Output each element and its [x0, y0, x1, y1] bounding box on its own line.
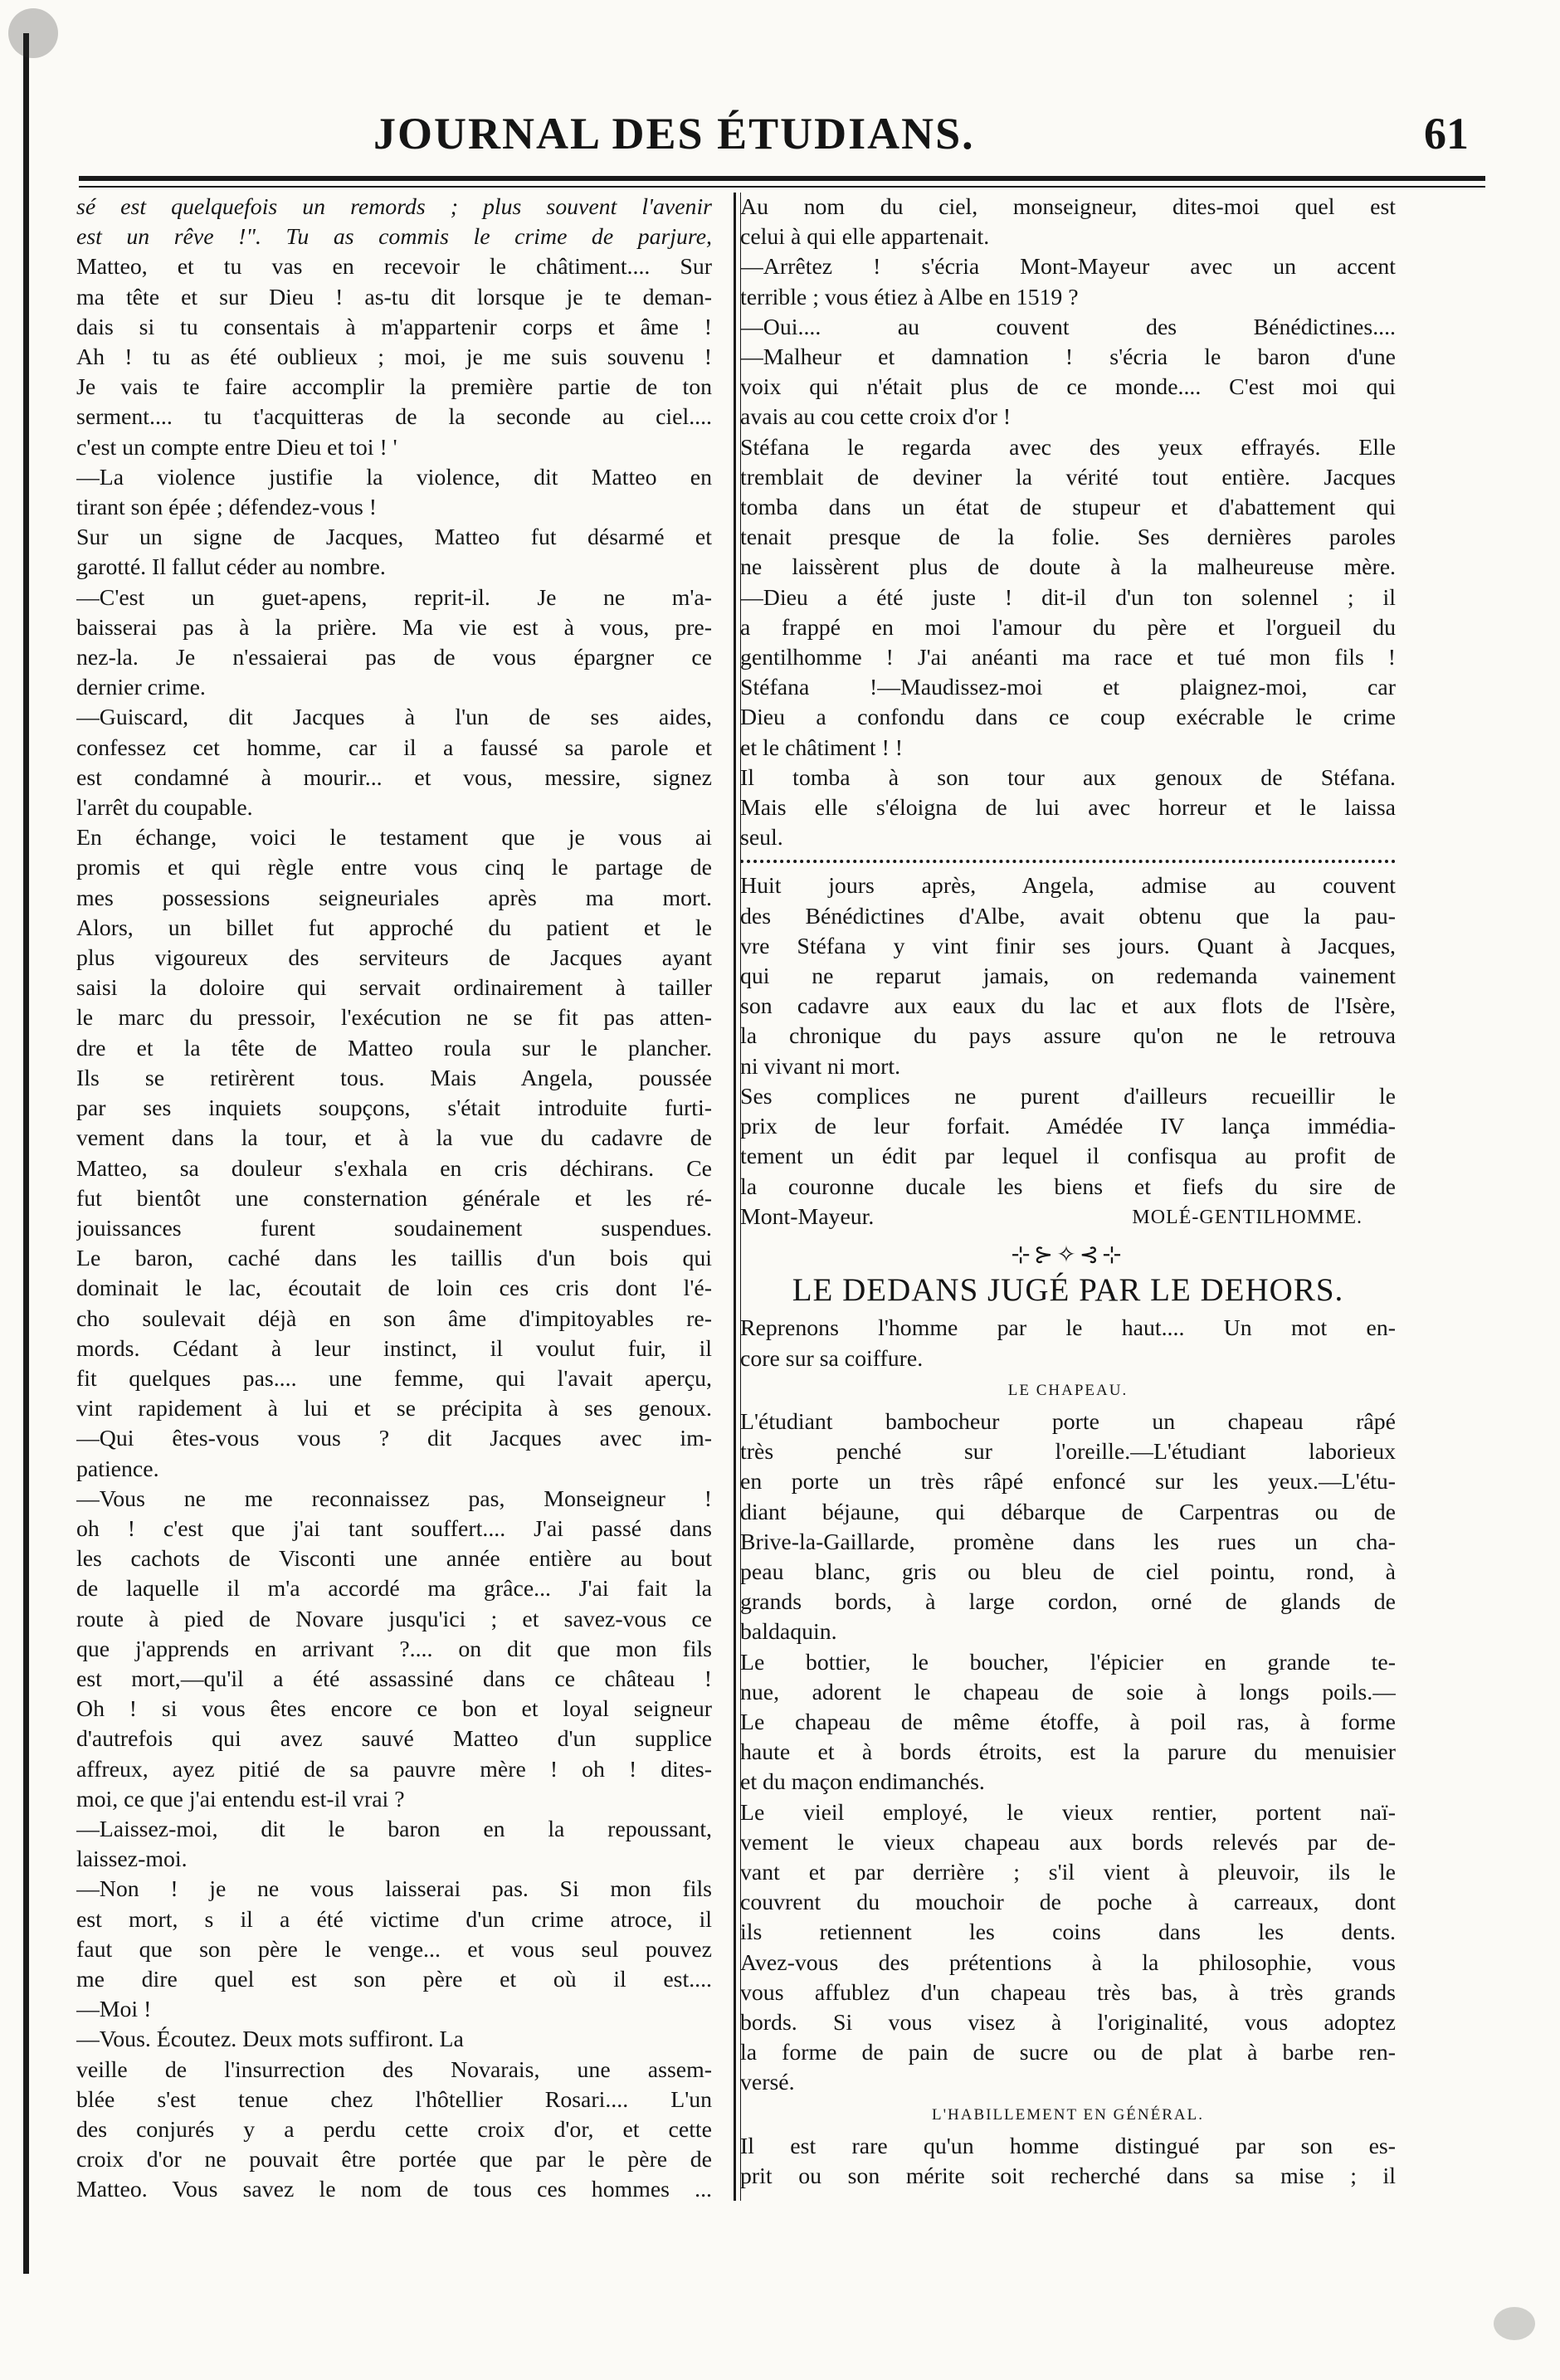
text-line: baisserai pas à la prière. Ma vie est à vous, pre-: [76, 614, 712, 641]
text-line: veille de l'insurrection des Novarais, une assem-: [76, 2056, 712, 2083]
text-line: et du maçon endimanchés.: [740, 1769, 985, 1796]
chapeau-text: [740, 1407, 1396, 2099]
text-line: —Vous ne me reconnaissez pas, Monseigneur !: [76, 1485, 712, 1512]
text-line: Reprenons l'homme par le haut.... Un mot en-: [740, 1315, 1396, 1342]
text-line: —Arrêtez ! s'écria Mont-Mayeur avec un accent: [740, 254, 1396, 280]
text-line: sé est quelquefois un remords ; plus souvent l'avenir: [76, 194, 712, 220]
text-line: c'est un compte entre Dieu et toi ! ': [76, 434, 397, 461]
text-line: Ah ! tu as été oublieux ; moi, je me suis souvenu !: [76, 344, 712, 371]
text-line: Il tomba à son tour aux genoux de Stéfana.: [740, 764, 1396, 791]
text-line: Il est rare qu'un homme distingué par son es-: [740, 2133, 1396, 2159]
habillement-text: [740, 2132, 1396, 2192]
text-line: —Malheur et damnation ! s'écria le baron d'une: [740, 344, 1396, 371]
text-line: les cachots de Visconti une année entière au bout: [76, 1546, 712, 1573]
text-line: est un rêve !". Tu as commis le crime de parjure,: [76, 224, 712, 251]
signature-place: Mont-Mayeur.: [740, 1203, 875, 1230]
text-line: haute et à bords étroits, est la parure du menuisier: [740, 1739, 1396, 1766]
text-line: Oh ! si vous êtes encore ce bon et loyal seigneur: [76, 1696, 712, 1723]
signature-line: [740, 1202, 1396, 1232]
text-line: vement le vieux chapeau aux bords relevés par de-: [740, 1829, 1396, 1856]
text-line: des Bénédictines d'Albe, avait obtenu que la pau-: [740, 903, 1396, 929]
text-line: tenait presque de la folie. Ses dernières paroles: [740, 524, 1396, 551]
text-line: Brive-la-Gaillarde, promène dans les rues un cha-: [740, 1529, 1396, 1555]
text-line: Stéfana !—Maudissez-moi et plaignez-moi, car: [740, 675, 1396, 701]
text-line: me dire quel est son père et où il est....: [76, 1966, 712, 1992]
text-line: est mort,—qu'il a été assassiné dans ce château !: [76, 1666, 712, 1692]
text-line: le marc du pressoir, l'exécution ne se fit pas atten-: [76, 1005, 712, 1031]
text-line: laissez-moi.: [76, 1846, 188, 1873]
text-line: affreux, ayez pitié de sa pauvre mère ! oh ! dites-: [76, 1756, 712, 1783]
text-line: Je vais te faire accomplir la première partie de ton: [76, 374, 712, 401]
text-line: dominait le lac, écoutait de loin ces cris dont l'é-: [76, 1275, 712, 1302]
text-line: core sur sa coiffure.: [740, 1345, 924, 1372]
ink-speckle: [8, 8, 58, 58]
text-line: Le chapeau de même étoffe, à poil ras, à forme: [740, 1709, 1396, 1735]
text-line: d'autrefois qui avez sauvé Matteo d'un supplice: [76, 1726, 712, 1753]
text-line: très penché sur l'oreille.—L'étudiant laborieux: [740, 1439, 1396, 1466]
text-line: baldaquin.: [740, 1619, 837, 1646]
ornament-divider: ⊹⊱✧⊰⊹: [1011, 1241, 1125, 1268]
text-line: vous affublez d'un chapeau très bas, à très grands: [740, 1979, 1396, 2006]
text-line: garotté. Il fallut céder au nombre.: [76, 554, 386, 581]
text-line: Alors, un billet fut approché du patient et le: [76, 914, 712, 941]
text-line: avais au cou cette croix d'or !: [740, 404, 1012, 431]
text-line: Matteo. Vous savez le nom de tous ces hommes ...: [76, 2177, 712, 2203]
text-line: peau blanc, gris ou bleu de ciel pointu, rond, à: [740, 1558, 1396, 1585]
text-line: blée s'est tenue chez l'hôtellier Rosari.... L'un: [76, 2086, 712, 2113]
text-line: Matteo, sa douleur s'exhala en cris déchirans. Ce: [76, 1155, 712, 1182]
text-line: tement un édit par lequel il confisqua au profit de: [740, 1144, 1396, 1170]
text-line: et le châtiment ! !: [740, 734, 904, 761]
text-line: croix d'or ne pouvait être portée que par le père de: [76, 2147, 712, 2173]
text-line: —Oui.... au couvent des Bénédictines....: [740, 314, 1396, 340]
subhead-chapeau: LE CHAPEAU.: [1007, 1381, 1129, 1399]
text-line: —Laissez-moi, dit le baron en la repoussant,: [76, 1816, 712, 1842]
text-line: serment.... tu t'acquitteras de la seconde au ciel....: [76, 404, 712, 431]
text-line: que j'apprends en arrivant ?.... on dit que mon fils: [76, 1636, 712, 1662]
right-column: [740, 193, 1396, 2192]
text-line: Ses complices ne purent d'ailleurs recueillir le: [740, 1083, 1396, 1110]
column-divider: [734, 193, 736, 2201]
text-line: prix de leur forfait. Amédée IV lança immédia-: [740, 1114, 1396, 1140]
text-line: —Non ! je ne vous laisserai pas. Si mon fils: [76, 1876, 712, 1903]
text-line: couvrent du mouchoir de poche à carreaux, dont: [740, 1890, 1396, 1916]
text-line: Au nom du ciel, monseigneur, dites-moi quel est: [740, 194, 1396, 220]
text-line: —Vous. Écoutez. Deux mots suffiront. La: [76, 2026, 464, 2053]
text-line: dais si tu consentais à m'appartenir corps et âme !: [76, 314, 712, 340]
text-line: seul.: [740, 825, 783, 851]
text-line: de laquelle il m'a accordé ma grâce... J'ai fait la: [76, 1576, 712, 1602]
text-line: tomba dans un état de stupeur et d'abattement qui: [740, 495, 1396, 521]
text-line: —La violence justifie la violence, dit Matteo en: [76, 464, 712, 490]
text-line: son cadavre aux eaux du lac et aux flots de l'Isère,: [740, 993, 1396, 1020]
text-line: terrible ; vous étiez à Albe en 1519 ?: [740, 284, 1079, 310]
left-column: [76, 193, 712, 2206]
text-line: promis et qui règle entre vous cinq le partage de: [76, 855, 712, 881]
story-ending: [740, 193, 1396, 853]
section-intro: [740, 1314, 1396, 1373]
text-line: nez-la. Je n'essaierai pas de vous épargner ce: [76, 645, 712, 671]
text-line: Dieu a confondu dans ce coup exécrable le crime: [740, 705, 1396, 731]
text-line: nue, adorent le chapeau de soie à longs poils.—: [740, 1679, 1396, 1705]
page-number: 61: [1424, 109, 1469, 159]
text-line: faut que son père le venge... et vous seul pouvez: [76, 1936, 712, 1963]
text-line: bords. Si vous visez à l'originalité, vous adoptez: [740, 2009, 1396, 2036]
text-line: vint rapidement à lui et se précipita à ses genoux.: [76, 1396, 712, 1422]
text-line: cho soulevait déjà en son âme d'impitoyables re-: [76, 1305, 712, 1332]
text-line: ni vivant ni mort.: [740, 1053, 901, 1080]
text-line: —C'est un guet-apens, reprit-il. Je ne m'a-: [76, 584, 712, 611]
text-line: vement dans la tour, et à la vue du cadavre de: [76, 1125, 712, 1152]
text-line: Sur un signe de Jacques, Matteo fut désarmé et: [76, 524, 712, 551]
text-line: oh ! c'est que j'ai tant souffert.... J'ai passé dans: [76, 1515, 712, 1542]
text-line: Matteo, et tu vas en recevoir le châtiment.... Sur: [76, 254, 712, 280]
text-line: —Moi !: [76, 1997, 152, 2023]
text-line: Avez-vous des prétentions à la philosophie, vous: [740, 1949, 1396, 1976]
text-line: gentilhomme ! J'ai anéanti ma race et tué mon fils !: [740, 645, 1396, 671]
text-line: L'étudiant bambocheur porte un chapeau râpé: [740, 1408, 1396, 1435]
text-line: mes possessions seigneuriales après ma mort.: [76, 885, 712, 911]
text-line: a frappé en moi l'amour du père et l'orgueil du: [740, 614, 1396, 641]
text-line: la forme de pain de sucre ou de plat à barbe ren-: [740, 2040, 1396, 2066]
text-line: vre Stéfana y vint finir ses jours. Quant à Jacques,: [740, 933, 1396, 959]
text-line: mords. Cédant à leur instinct, il voulut fuir, il: [76, 1335, 712, 1362]
text-line: grands bords, à large cordon, orné de glands de: [740, 1589, 1396, 1616]
text-line: en porte un très râpé enfoncé sur les yeux.—L'étu-: [740, 1469, 1396, 1495]
header-rule-thin: [79, 186, 1485, 188]
text-line: vant et par derrière ; s'il vient à pleuvoir, ils le: [740, 1859, 1396, 1885]
text-line: En échange, voici le testament que je vous ai: [76, 825, 712, 851]
text-line: —Guiscard, dit Jacques à l'un de ses aides,: [76, 705, 712, 731]
left-margin-rule: [23, 33, 29, 2274]
text-line: Huit jours après, Angela, admise au couvent: [740, 873, 1396, 900]
text-line: fut bientôt une consternation générale et les ré-: [76, 1185, 712, 1212]
text-line: Stéfana le regarda avec des yeux effrayés. Elle: [740, 434, 1396, 461]
text-line: Le vieil employé, le vieux rentier, portent naï-: [740, 1799, 1396, 1826]
ink-speckle: [1494, 2307, 1535, 2340]
text-line: route à pied de Novare jusqu'ici ; et savez-vous ce: [76, 1606, 712, 1632]
author-signature: MOLÉ-GENTILHOMME.: [1132, 1206, 1363, 1228]
journal-title: JOURNAL DES ÉTUDIANS.: [373, 109, 975, 159]
text-line: ils retiennent les coins dans les dents.: [740, 1919, 1396, 1946]
subhead-habillement: L'HABILLEMENT EN GÉNÉRAL.: [931, 2105, 1204, 2124]
text-line: moi, ce que j'ai entendu est-il vrai ?: [76, 1786, 405, 1812]
text-line: dre et la tête de Matteo roula sur le plancher.: [76, 1035, 712, 1061]
text-line: voix qui n'était plus de ce monde.... C'est moi qui: [740, 374, 1396, 401]
story-epilogue: [740, 871, 1396, 1202]
text-line: Mais elle s'éloigna de lui avec horreur et le laissa: [740, 795, 1396, 822]
text-line: par ses inquiets soupçons, s'était introduite furti-: [76, 1095, 712, 1122]
text-line: patience.: [76, 1456, 159, 1482]
text-line: diant béjaune, qui débarque de Carpentras ou de: [740, 1499, 1396, 1525]
text-line: la couronne ducale les biens et fiefs du sire de: [740, 1173, 1396, 1200]
text-line: l'arrêt du coupable.: [76, 795, 253, 822]
text-line: Ils se retirèrent tous. Mais Angela, poussée: [76, 1065, 712, 1091]
text-line: saisi la doloire qui servait ordinairement à tailler: [76, 975, 712, 1002]
text-line: la chronique du pays assure qu'on ne le retrouva: [740, 1023, 1396, 1050]
text-line: Le baron, caché dans les taillis d'un bois qui: [76, 1246, 712, 1272]
text-line: des conjurés y a perdu cette croix d'or, et cette: [76, 2117, 712, 2143]
text-line: Le bottier, le boucher, l'épicier en grande te-: [740, 1649, 1396, 1675]
text-line: fit quelques pas.... une femme, qui l'avait aperçu,: [76, 1365, 712, 1392]
text-line: confessez cet homme, car il a faussé sa parole et: [76, 734, 712, 761]
dotted-separator: [740, 860, 1396, 863]
text-line: ne laissèrent plus de doute à la malheureuse mère.: [740, 554, 1396, 581]
text-line: est mort, s il a été victime d'un crime atroce, il: [76, 1906, 712, 1933]
text-line: tirant son épée ; défendez-vous !: [76, 495, 377, 521]
text-line: —Qui êtes-vous vous ? dit Jacques avec im-: [76, 1426, 712, 1452]
text-line: jouissances furent soudainement suspendues.: [76, 1215, 712, 1241]
text-line: celui à qui elle appartenait.: [740, 224, 990, 251]
text-line: prit ou son mérite soit recherché dans sa mise ; il: [740, 2163, 1396, 2189]
text-line: dernier crime.: [76, 675, 206, 701]
text-line: qui ne reparut jamais, on redemanda vainement: [740, 963, 1396, 990]
text-line: —Dieu a été juste ! dit-il d'un ton solennel ; il: [740, 584, 1396, 611]
text-line: ma tête et sur Dieu ! as-tu dit lorsque je te deman-: [76, 284, 712, 310]
text-line: versé.: [740, 2070, 795, 2096]
text-line: tremblait de deviner la vérité tout entière. Jacques: [740, 464, 1396, 490]
section-title: LE DEDANS JUGÉ PAR LE DEHORS.: [792, 1272, 1344, 1309]
text-line: plus vigoureux des serviteurs de Jacques ayant: [76, 945, 712, 972]
header-rule: [79, 176, 1485, 181]
page-header: [50, 108, 1527, 166]
text-line: est condamné à mourir... et vous, messire, signez: [76, 764, 712, 791]
